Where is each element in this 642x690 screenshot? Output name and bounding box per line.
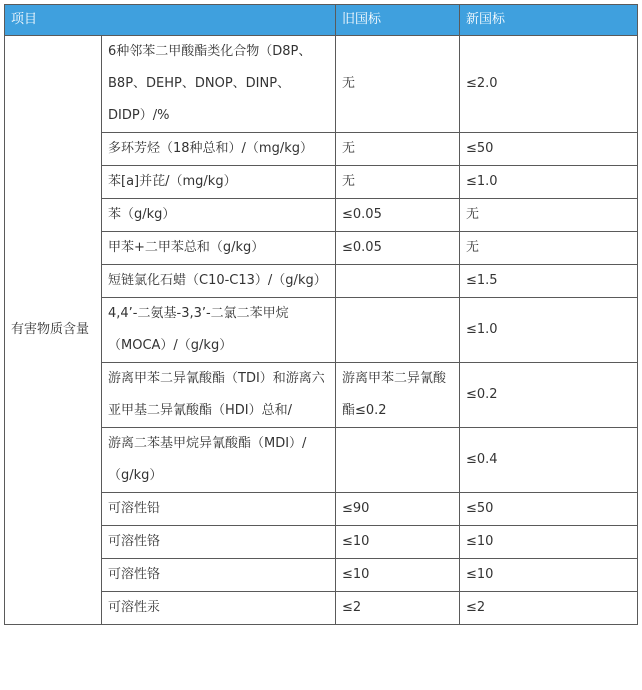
item-cell: 多环芳烃（18种总和）/（mg/kg） bbox=[102, 133, 336, 166]
new-value-cell: ≤10 bbox=[460, 526, 638, 559]
item-cell: 可溶性铅 bbox=[102, 493, 336, 526]
item-cell: 游离二苯基甲烷异氰酸酯（MDI）/（g/kg） bbox=[102, 428, 336, 493]
old-value-cell: ≤90 bbox=[336, 493, 460, 526]
item-cell: 短链氯化石蜡（C10-C13）/（g/kg） bbox=[102, 265, 336, 298]
header-new-standard: 新国标 bbox=[460, 5, 638, 36]
new-value-cell: ≤0.4 bbox=[460, 428, 638, 493]
new-value-cell: ≤2.0 bbox=[460, 36, 638, 133]
old-value-cell bbox=[336, 265, 460, 298]
old-value-cell bbox=[336, 298, 460, 363]
old-value-cell: ≤0.05 bbox=[336, 232, 460, 265]
item-cell: 苯（g/kg） bbox=[102, 199, 336, 232]
new-value-cell: ≤0.2 bbox=[460, 363, 638, 428]
old-value-cell: 游离甲苯二异氰酸酯≤0.2 bbox=[336, 363, 460, 428]
item-cell: 6种邻苯二甲酸酯类化合物（D8P、B8P、DEHP、DNOP、DINP、DIDP）/% bbox=[102, 36, 336, 133]
header-old-standard: 旧国标 bbox=[336, 5, 460, 36]
new-value-cell: ≤10 bbox=[460, 559, 638, 592]
table-row bbox=[5, 36, 638, 133]
item-cell: 游离甲苯二异氰酸酯（TDI）和游离六亚甲基二异氰酸酯（HDI）总和/ bbox=[102, 363, 336, 428]
old-value-cell: 无 bbox=[336, 166, 460, 199]
new-value-cell: ≤50 bbox=[460, 493, 638, 526]
new-value-cell: ≤1.5 bbox=[460, 265, 638, 298]
old-value-cell: ≤10 bbox=[336, 559, 460, 592]
old-value-cell: 无 bbox=[336, 36, 460, 133]
item-cell: 可溶性铬 bbox=[102, 559, 336, 592]
item-cell: 可溶性汞 bbox=[102, 592, 336, 625]
old-value-cell: ≤0.05 bbox=[336, 199, 460, 232]
old-value-cell: ≤10 bbox=[336, 526, 460, 559]
item-cell: 甲苯+二甲苯总和（g/kg） bbox=[102, 232, 336, 265]
old-value-cell bbox=[336, 428, 460, 493]
header-item: 项目 bbox=[5, 5, 336, 36]
new-value-cell: ≤1.0 bbox=[460, 298, 638, 363]
new-value-cell: 无 bbox=[460, 199, 638, 232]
item-cell: 可溶性铬 bbox=[102, 526, 336, 559]
new-value-cell: ≤2 bbox=[460, 592, 638, 625]
new-value-cell: ≤1.0 bbox=[460, 166, 638, 199]
new-value-cell: 无 bbox=[460, 232, 638, 265]
old-value-cell: ≤2 bbox=[336, 592, 460, 625]
item-cell: 苯[a]并芘/（mg/kg） bbox=[102, 166, 336, 199]
standards-comparison-table bbox=[4, 4, 638, 625]
group-label: 有害物质含量 bbox=[5, 36, 102, 625]
header-row bbox=[5, 5, 638, 36]
old-value-cell: 无 bbox=[336, 133, 460, 166]
new-value-cell: ≤50 bbox=[460, 133, 638, 166]
item-cell: 4,4’-二氨基-3,3’-二氯二苯甲烷（MOCA）/（g/kg） bbox=[102, 298, 336, 363]
